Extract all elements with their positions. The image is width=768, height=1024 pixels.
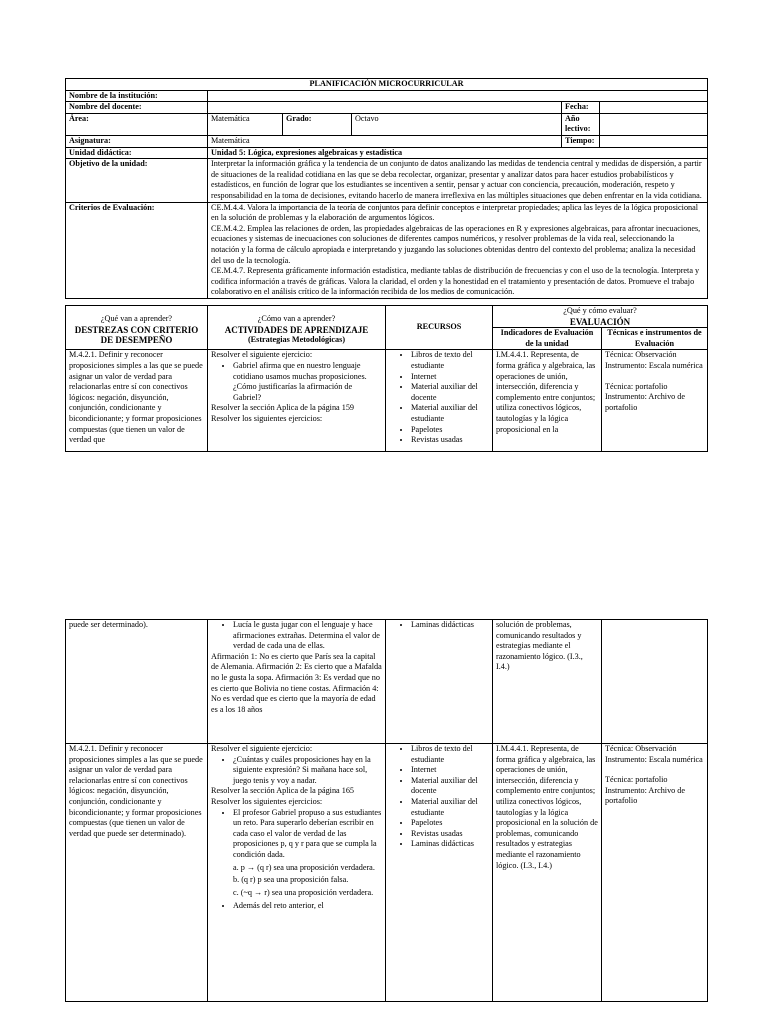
row1-indicator: I.M.4.4.1. Representa, de forma gráfica y algebraica, las operaciones de unión, intersección, diferencia y complemento entre conjuntos; utiliza conectivos lógicos, tautologías y la lógica proposicional en la xyxy=(493,350,602,452)
row1-act-bullet: • Gabriel afirma que en nuestro lenguaje cotidiano usamos muchas proposiciones. ¿Cómo justificarías la afirmación de Gabriel? xyxy=(233,361,382,403)
cont-act-text: Afirmación 1: No es cierto que París sea la capital de Alemania. Afirmación 2: Es cierto que a Mafalda no le gusta la sopa. Afirmación 3: Es verdad que no es cierto que Bolivia no tiene costas. Afirmación 4: No es verdad que es cierto que la mayoría de edad es a los 18 años xyxy=(211,651,382,714)
date-label: Fecha: xyxy=(562,102,600,114)
resource-item: • Laminas didácticas xyxy=(411,620,489,631)
institution-value[interactable] xyxy=(208,90,708,102)
resource-item: • Internet xyxy=(411,372,489,383)
activities-title: ACTIVIDADES DE APRENDIZAJE xyxy=(224,324,369,335)
criterion-1: CE.M.4.4. Valora la importancia de la teoría de conjuntos para definir conceptos e interpretar propiedades; aplica las leyes de la lógica proposicional en la solución de problemas y la elaboración de argumentos lógicos. xyxy=(211,202,699,223)
row1-tech2: Técnica: portafolio Instrumento: Archivo de portafolio xyxy=(605,381,686,412)
resource-item: • Papelotes xyxy=(411,425,489,436)
time-label: Tiempo: xyxy=(562,135,600,147)
evaluation-header xyxy=(493,306,708,328)
formula-b: b. (q r) p sea una proposición falsa. xyxy=(233,875,349,885)
criteria-value xyxy=(208,202,708,298)
teacher-value[interactable] xyxy=(208,102,562,114)
cont-techniques xyxy=(602,620,708,744)
what-eval-label: ¿Qué y cómo evaluar? xyxy=(563,306,637,315)
row1-act-more: Resolver los siguientes ejercicios: xyxy=(211,413,323,423)
evaluation-title: EVALUACIÓN xyxy=(569,316,631,327)
subject-label: Asignatura: xyxy=(66,135,208,147)
resources-header: RECURSOS xyxy=(386,306,493,350)
planning-table-page2 xyxy=(65,619,708,1002)
row2-tech2: Técnica: portafolio Instrumento: Archivo de portafolio xyxy=(605,775,686,806)
row2-tech1: Técnica: Observación Instrumento: Escala numérica xyxy=(605,744,703,764)
subject-value: Matemática xyxy=(208,135,562,147)
resource-item: • Revistas usadas xyxy=(411,435,489,446)
what-learn-label: ¿Qué van a aprender? xyxy=(100,314,173,323)
formula-a: a. p → (q r) sea una proposición verdadera. xyxy=(233,862,375,872)
techniques-header: Técnicas e instrumentos de Evaluación xyxy=(602,328,708,350)
unit-value: Unidad 5: Lógica, expresiones algebraicas y estadística xyxy=(208,147,708,159)
row2-act-bullet2-text: El profesor Gabriel propuso a sus estudiantes un reto. Para superarlo deberían escribir en cada caso el valor de verdad de las proposiciones p, q y r para que se cumpla la condición dada. xyxy=(233,807,382,859)
row2-indicator: I.M.4.4.1. Representa, de forma gráfica y algebraica, las operaciones de unión, intersección, diferencia y complemento entre conjuntos; utiliza conectivos lógicos, tautologías y la lógica proposicional en la solución de problemas, comunicando resultados y estrategias mediante el razonamiento lógico. (I.3., I.4.) xyxy=(493,744,602,1002)
criterion-3: CE.M.4.7. Representa gráficamente información estadística, mediante tablas de distribución de frecuencias y con el uso de la tecnología. Interpreta y codifica información a través de gráficas. Valora la claridad, el orden y la honestidad en el tratamiento y presentación de datos. Promueve el trabajo colaborativo en el análisis crítico de la información recibida de los medios de comunicación. xyxy=(211,266,700,297)
row2-act-bullet1: • ¿Cuántas y cuáles proposiciones hay en la siguiente expresión? Si mañana hace sol, juego tenis y voy a nadar. xyxy=(233,755,382,787)
time-value[interactable] xyxy=(600,135,708,147)
resource-item: • Laminas didácticas xyxy=(411,839,489,850)
cont-activities xyxy=(208,620,386,744)
resource-item: • Material auxiliar del docente xyxy=(411,776,489,797)
indicators-header: Indicadores de Evaluación de la unidad xyxy=(493,328,602,350)
formula-c: c. (~q → r) sea una proposición verdadera. xyxy=(233,887,374,897)
how-learn-label: ¿Cómo van a aprender? xyxy=(257,314,336,323)
grade-value: Octavo xyxy=(352,113,562,135)
institution-label: Nombre de la institución: xyxy=(66,90,208,102)
resource-item: • Material auxiliar del estudiante xyxy=(411,797,489,818)
resource-item: • Papelotes xyxy=(411,818,489,829)
cont-act-bullet: • Lucía le gusta jugar con el lenguaje y hace afirmaciones extrañas. Determina el valor de verdad de cada una de ellas. xyxy=(233,620,382,652)
cont-skill: puede ser determinado). xyxy=(66,620,208,744)
planning-table-top xyxy=(65,78,708,299)
row1-resources xyxy=(386,350,493,452)
cont-resources xyxy=(386,620,493,744)
skills-header xyxy=(66,306,208,350)
row2-activities xyxy=(208,744,386,1002)
row2-act-bullet2 xyxy=(233,808,382,899)
row2-act-more: Resolver los siguientes ejercicios: xyxy=(211,796,323,806)
row1-techniques xyxy=(602,350,708,452)
skills-title: DESTREZAS CON CRITERIO DE DESEMPEÑO xyxy=(74,324,199,346)
row1-act-section: Resolver la sección Aplica de la página 159 xyxy=(211,403,355,413)
unit-label: Unidad didáctica: xyxy=(66,147,208,159)
row1-skill: M.4.2.1. Definir y reconocer proposiciones simples a las que se puede asignar un valor de verdad para relacionarlas entre sí con conectivos lógicos: negación, disyunción, conjunción, condicionante y bicondicionante; y formar proposiciones compuestas (que tienen un valor de verdad que xyxy=(66,350,208,452)
row2-skill: M.4.2.1. Definir y reconocer proposiciones simples a las que se puede asignar un valor de verdad para relacionarlas entre sí con conectivos lógicos: negación, disyunción, conjunción, condicionante y bicondicionante; y formar proposiciones compuestas (que tienen un valor de verdad que puede ser determinado). xyxy=(66,744,208,1002)
school-year-value[interactable] xyxy=(600,113,708,135)
row2-act-section: Resolver la sección Aplica de la página 165 xyxy=(211,786,355,796)
teacher-label: Nombre del docente: xyxy=(66,102,208,114)
resource-item: • Libros de texto del estudiante xyxy=(411,350,489,371)
resource-item: • Internet xyxy=(411,765,489,776)
row2-techniques xyxy=(602,744,708,1002)
date-value[interactable] xyxy=(600,102,708,114)
row2-act-intro: Resolver el siguiente ejercicio: xyxy=(211,744,313,753)
resource-item: • Revistas usadas xyxy=(411,829,489,840)
planning-table-activities xyxy=(65,305,708,452)
page-title: PLANIFICACIÓN MICROCURRICULAR xyxy=(66,79,708,91)
strategies-title: (Estrategias Metodológicas) xyxy=(247,335,346,345)
resource-item: • Libros de texto del estudiante xyxy=(411,744,489,765)
criterion-2: CE.M.4.2. Emplea las relaciones de orden, las propiedades algebraicas de las operaciones en R y expresiones algebraicas, para afrontar inecuaciones, ecuaciones y sistemas de inecuaciones con soluciones de diferentes campos numéricos, y resolver problemas de la vida real, seleccionando la notación y la forma de cálculo apropiada e interpretando y juzgando las soluciones obtenidas dentro del contexto del problema; analiza la necesidad del uso de la tecnología. xyxy=(211,223,701,265)
row1-activities xyxy=(208,350,386,452)
row2-act-bullet3: • Además del reto anterior, el xyxy=(233,901,382,912)
activities-header xyxy=(208,306,386,350)
resource-item: • Material auxiliar del docente xyxy=(411,382,489,403)
objective-label: Objetivo de la unidad: xyxy=(66,159,208,202)
resource-item: • Material auxiliar del estudiante xyxy=(411,403,489,424)
objective-value: Interpretar la información gráfica y la tendencia de un conjunto de datos analizando las medidas de tendencia central y medidas de dispersión, a partir de situaciones de la realidad cotidiana en las que se deba recolectar, organizar, presentar y analizar datos para hacer estudios probabilísticos y estadísticos, en función de lograr que los estudiantes se incentiven a sentir, pensar y actuar con conciencia, precaución, moderación, respeto y responsabilidad en la toma de decisiones, evitando hacerlo de manera irreflexiva en las múltiples situaciones que deben enfrentar en la vida cotidiana. xyxy=(208,159,708,202)
row2-resources xyxy=(386,744,493,1002)
school-year-label: Año lectivo: xyxy=(562,113,600,135)
row1-act-intro: Resolver el siguiente ejercicio: xyxy=(211,350,313,360)
criteria-label: Criterios de Evaluación: xyxy=(66,202,208,298)
grade-label: Grado: xyxy=(283,113,352,135)
cont-indicator: solución de problemas, comunicando resultados y estrategias mediante el razonamiento lógico. (I.3., I.4.) xyxy=(493,620,602,744)
area-value: Matemática xyxy=(208,113,283,135)
row1-tech1: Técnica: Observación Instrumento: Escala numérica xyxy=(605,350,703,370)
area-label: Área: xyxy=(66,113,208,135)
